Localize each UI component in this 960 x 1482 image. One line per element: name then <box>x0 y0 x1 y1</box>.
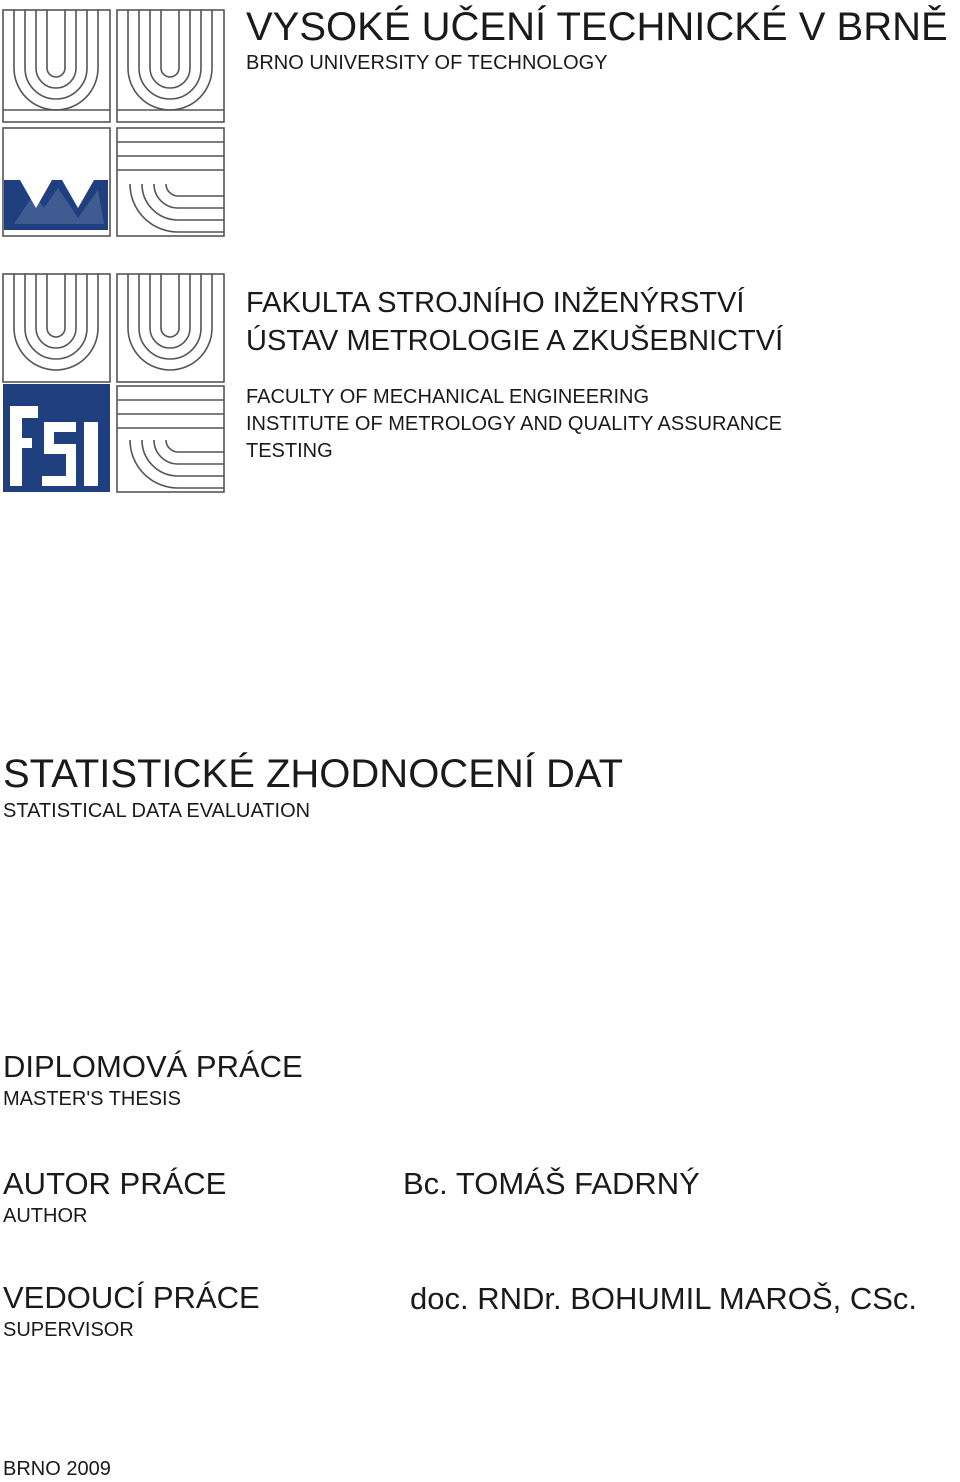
university-name-cz: VYSOKÉ UČENÍ TECHNICKÉ V BRNĚ <box>246 5 948 49</box>
fsi-logo-icon <box>0 272 228 498</box>
thesis-type-cz: DIPLOMOVÁ PRÁCE <box>3 1049 303 1084</box>
thesis-title-cz: STATISTICKÉ ZHODNOCENÍ DAT <box>3 752 624 796</box>
supervisor-name: doc. RNDr. BOHUMIL MAROŠ, CSc. <box>410 1281 917 1316</box>
supervisor-label-cz: VEDOUCÍ PRÁCE <box>3 1280 260 1315</box>
supervisor-label-en: SUPERVISOR <box>3 1319 134 1341</box>
institute-name-en-line2: TESTING <box>246 440 333 462</box>
institute-name-en-line1: INSTITUTE OF METROLOGY AND QUALITY ASSURANCE <box>246 413 783 435</box>
faculty-block-cz <box>246 284 783 360</box>
vut-logo-icon <box>0 8 228 240</box>
thesis-title-en: STATISTICAL DATA EVALUATION <box>3 800 311 822</box>
thesis-type-en: MASTER'S THESIS <box>3 1088 181 1110</box>
place-year: BRNO 2009 <box>3 1458 111 1480</box>
author-label-en: AUTHOR <box>3 1205 88 1227</box>
institute-name-cz: ÚSTAV METROLOGIE A ZKUŠEBNICTVÍ <box>246 325 784 357</box>
author-name: Bc. TOMÁŠ FADRNÝ <box>403 1166 700 1201</box>
faculty-block-en <box>246 384 782 465</box>
author-label-cz: AUTOR PRÁCE <box>3 1166 227 1201</box>
faculty-name-cz: FAKULTA STROJNÍHO INŽENÝRSTVÍ <box>246 287 745 319</box>
university-name-en: BRNO UNIVERSITY OF TECHNOLOGY <box>246 52 608 74</box>
faculty-name-en: FACULTY OF MECHANICAL ENGINEERING <box>246 386 650 408</box>
